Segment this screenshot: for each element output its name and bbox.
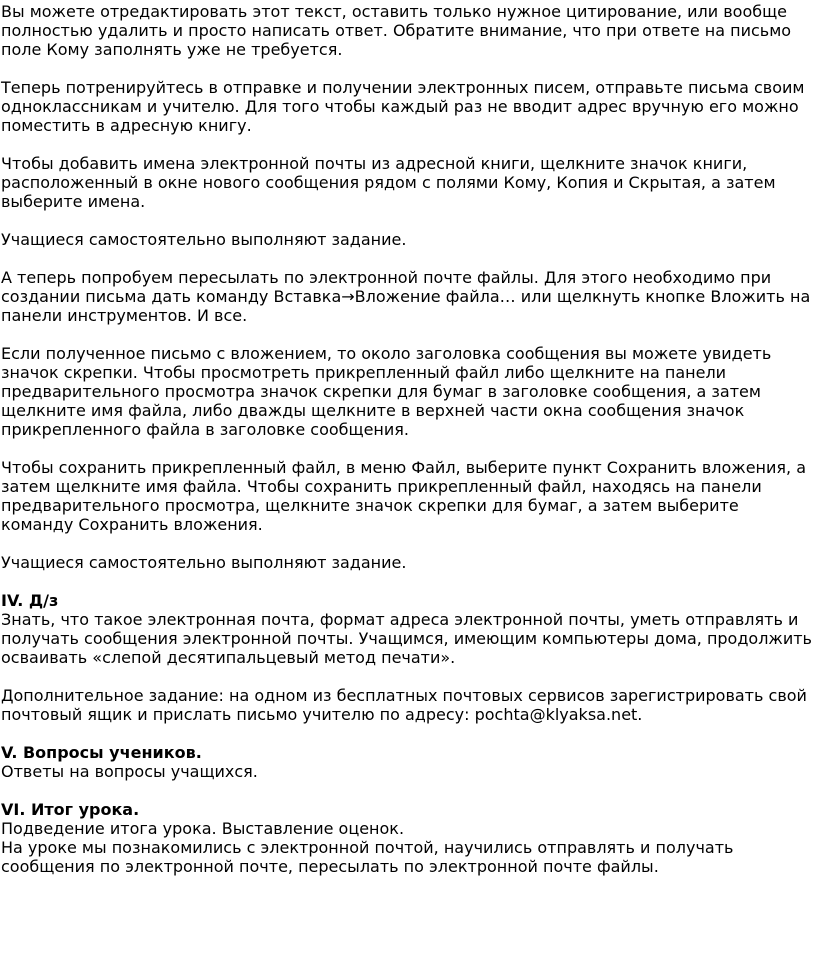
- paragraph-address-book: Чтобы добавить имена электронной почты из адресной книги, щелкните значок книги, расположенный в окне нового сообщения рядом с полями Кому, Копия и Скрытая, а затем выберите имена.: [1, 154, 776, 211]
- questions-text: Ответы на вопросы учащихся.: [1, 762, 258, 781]
- questions-heading: V. Вопросы учеников.: [1, 743, 202, 762]
- paragraph-task-2: Учащиеся самостоятельно выполняют задание.: [1, 553, 407, 572]
- paragraph-edit-note: Вы можете отредактировать этот текст, оставить только нужное цитирование, или вообще полностью удалить и просто написать ответ. Обратите внимание, что при ответе на письмо поле Кому заполнять уже не требуется.: [1, 2, 792, 59]
- summary-heading: VI. Итог урока.: [1, 800, 140, 819]
- paragraph-save-attachment: Чтобы сохранить прикрепленный файл, в меню Файл, выберите пункт Сохранить вложения, а затем щелкните имя файла. Чтобы сохранить прикрепленный файл, находясь на панели предварительного просмотра, щелкните значок скрепки для бумаг, а затем выберите команду Сохранить вложения.: [1, 458, 807, 534]
- summary-line-2: На уроке мы познакомились с электронной почтой, научились отправлять и получать сообщения по электронной почте, пересылать по электронной почте файлы.: [1, 838, 734, 876]
- document-body: [1, 2, 813, 876]
- paragraph-practice: Теперь потренируйтесь в отправке и получении электронных писем, отправьте письма своим одноклассникам и учителю. Для того чтобы каждый раз не вводит адрес вручную его можно поместить в адресную книгу.: [1, 78, 805, 135]
- paragraph-attach-files: А теперь попробуем пересылать по электронной почте файлы. Для этого необходимо при создании письма дать команду Вставка→Вложение файла… или щелкнуть кнопке Вложить на панели инструментов. И все.: [1, 268, 811, 325]
- homework-text: Знать, что такое электронная почта, формат адреса электронной почты, уметь отправлять и получать сообщения электронной почты. Учащимся, имеющим компьютеры дома, продолжить осваивать «слепой десятипальцевый метод печати».: [1, 610, 812, 667]
- homework-heading: IV. Д/з: [1, 591, 59, 610]
- paragraph-task-1: Учащиеся самостоятельно выполняют задание.: [1, 230, 407, 249]
- paragraph-view-attachment: Если полученное письмо с вложением, то около заголовка сообщения вы можете увидеть значок скрепки. Чтобы просмотреть прикрепленный файл либо щелкните на панели предварительного просмотра значок скрепки для бумаг в заголовке сообщения, а затем щелкните имя файла, либо дважды щелкните в верхней части окна сообщения значок прикрепленного файла в заголовке сообщения.: [1, 344, 772, 439]
- summary-line-1: Подведение итога урока. Выставление оценок.: [1, 819, 405, 838]
- homework-extra: Дополнительное задание: на одном из бесплатных почтовых сервисов зарегистрировать свой почтовый ящик и прислать письмо учителю по адресу: pochta@klyaksa.net.: [1, 686, 807, 724]
